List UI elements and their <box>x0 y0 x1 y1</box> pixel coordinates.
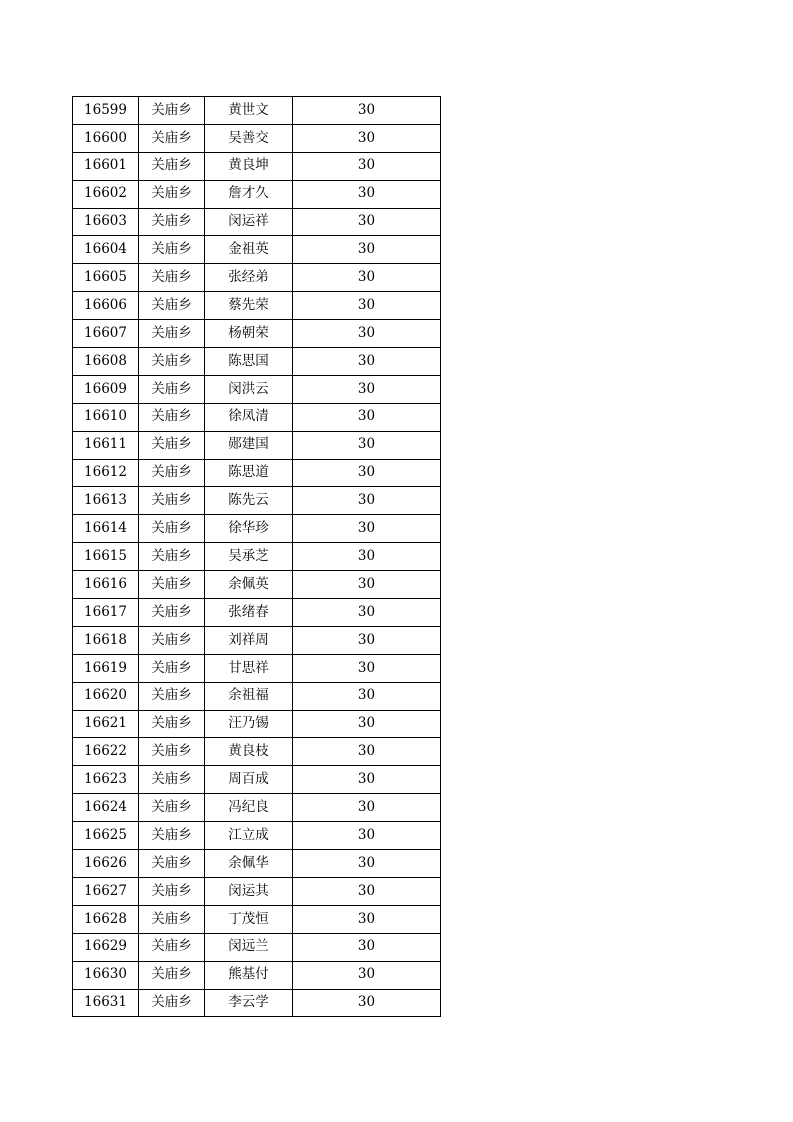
row-id-cell: 16606 <box>73 292 139 320</box>
row-amount-cell: 30 <box>293 822 441 850</box>
row-amount-cell: 30 <box>293 654 441 682</box>
row-name-cell: 甘思祥 <box>205 654 293 682</box>
row-amount-cell: 30 <box>293 403 441 431</box>
row-amount-cell: 30 <box>293 794 441 822</box>
row-name-cell: 余佩英 <box>205 571 293 599</box>
row-name-cell: 黄良枝 <box>205 738 293 766</box>
row-name-cell: 徐凤清 <box>205 403 293 431</box>
row-name-cell: 熊基付 <box>205 961 293 989</box>
row-amount-cell: 30 <box>293 877 441 905</box>
row-id-cell: 16616 <box>73 571 139 599</box>
row-id-cell: 16625 <box>73 822 139 850</box>
row-township-cell: 关庙乡 <box>139 152 205 180</box>
table-row <box>73 487 441 515</box>
table-row <box>73 152 441 180</box>
row-township-cell: 关庙乡 <box>139 292 205 320</box>
row-amount-cell: 30 <box>293 515 441 543</box>
row-name-cell: 蔡先荣 <box>205 292 293 320</box>
row-id-cell: 16608 <box>73 348 139 376</box>
table-row <box>73 375 441 403</box>
table-row <box>73 877 441 905</box>
row-name-cell: 闵运祥 <box>205 208 293 236</box>
row-id-cell: 16622 <box>73 738 139 766</box>
row-name-cell: 黄世文 <box>205 97 293 125</box>
row-township-cell: 关庙乡 <box>139 459 205 487</box>
row-township-cell: 关庙乡 <box>139 961 205 989</box>
row-id-cell: 16627 <box>73 877 139 905</box>
row-name-cell: 金祖英 <box>205 236 293 264</box>
table-row <box>73 933 441 961</box>
row-township-cell: 关庙乡 <box>139 431 205 459</box>
row-township-cell: 关庙乡 <box>139 822 205 850</box>
row-township-cell: 关庙乡 <box>139 599 205 627</box>
row-amount-cell: 30 <box>293 626 441 654</box>
roster-table <box>72 96 441 1017</box>
row-amount-cell: 30 <box>293 738 441 766</box>
row-id-cell: 16626 <box>73 850 139 878</box>
row-amount-cell: 30 <box>293 97 441 125</box>
table-row <box>73 97 441 125</box>
row-township-cell: 关庙乡 <box>139 654 205 682</box>
row-name-cell: 陈思国 <box>205 348 293 376</box>
row-name-cell: 杨朝荣 <box>205 320 293 348</box>
row-id-cell: 16613 <box>73 487 139 515</box>
table-row <box>73 794 441 822</box>
row-name-cell: 刘祥周 <box>205 626 293 654</box>
row-id-cell: 16621 <box>73 710 139 738</box>
table-row <box>73 180 441 208</box>
row-id-cell: 16631 <box>73 989 139 1017</box>
row-id-cell: 16630 <box>73 961 139 989</box>
row-township-cell: 关庙乡 <box>139 264 205 292</box>
table-row <box>73 989 441 1017</box>
row-id-cell: 16618 <box>73 626 139 654</box>
row-township-cell: 关庙乡 <box>139 208 205 236</box>
row-id-cell: 16599 <box>73 97 139 125</box>
row-amount-cell: 30 <box>293 236 441 264</box>
row-township-cell: 关庙乡 <box>139 989 205 1017</box>
row-township-cell: 关庙乡 <box>139 543 205 571</box>
row-amount-cell: 30 <box>293 710 441 738</box>
row-amount-cell: 30 <box>293 933 441 961</box>
row-id-cell: 16628 <box>73 905 139 933</box>
row-name-cell: 吴善交 <box>205 124 293 152</box>
row-amount-cell: 30 <box>293 682 441 710</box>
row-township-cell: 关庙乡 <box>139 320 205 348</box>
row-amount-cell: 30 <box>293 487 441 515</box>
row-id-cell: 16611 <box>73 431 139 459</box>
row-township-cell: 关庙乡 <box>139 97 205 125</box>
row-id-cell: 16614 <box>73 515 139 543</box>
row-amount-cell: 30 <box>293 320 441 348</box>
table-row <box>73 626 441 654</box>
row-amount-cell: 30 <box>293 431 441 459</box>
row-amount-cell: 30 <box>293 961 441 989</box>
row-township-cell: 关庙乡 <box>139 877 205 905</box>
row-township-cell: 关庙乡 <box>139 375 205 403</box>
table-row <box>73 961 441 989</box>
row-name-cell: 冯纪良 <box>205 794 293 822</box>
row-township-cell: 关庙乡 <box>139 403 205 431</box>
row-amount-cell: 30 <box>293 180 441 208</box>
table-row <box>73 822 441 850</box>
row-name-cell: 吴承芝 <box>205 543 293 571</box>
row-township-cell: 关庙乡 <box>139 571 205 599</box>
row-amount-cell: 30 <box>293 348 441 376</box>
row-id-cell: 16615 <box>73 543 139 571</box>
row-amount-cell: 30 <box>293 989 441 1017</box>
row-id-cell: 16623 <box>73 766 139 794</box>
row-township-cell: 关庙乡 <box>139 905 205 933</box>
row-name-cell: 江立成 <box>205 822 293 850</box>
table-row <box>73 850 441 878</box>
table-row <box>73 571 441 599</box>
row-id-cell: 16602 <box>73 180 139 208</box>
table-row <box>73 236 441 264</box>
row-township-cell: 关庙乡 <box>139 738 205 766</box>
row-township-cell: 关庙乡 <box>139 515 205 543</box>
row-township-cell: 关庙乡 <box>139 626 205 654</box>
row-id-cell: 16619 <box>73 654 139 682</box>
table-row <box>73 682 441 710</box>
row-id-cell: 16607 <box>73 320 139 348</box>
row-township-cell: 关庙乡 <box>139 850 205 878</box>
row-id-cell: 16601 <box>73 152 139 180</box>
row-name-cell: 陈先云 <box>205 487 293 515</box>
row-name-cell: 李云学 <box>205 989 293 1017</box>
row-amount-cell: 30 <box>293 375 441 403</box>
row-id-cell: 16610 <box>73 403 139 431</box>
row-name-cell: 张经弟 <box>205 264 293 292</box>
row-amount-cell: 30 <box>293 124 441 152</box>
table-row <box>73 264 441 292</box>
row-name-cell: 郧建国 <box>205 431 293 459</box>
row-name-cell: 余祖福 <box>205 682 293 710</box>
row-name-cell: 詹才久 <box>205 180 293 208</box>
row-id-cell: 16612 <box>73 459 139 487</box>
table-row <box>73 320 441 348</box>
row-township-cell: 关庙乡 <box>139 710 205 738</box>
row-amount-cell: 30 <box>293 459 441 487</box>
row-name-cell: 张绪春 <box>205 599 293 627</box>
row-township-cell: 关庙乡 <box>139 682 205 710</box>
row-name-cell: 丁茂恒 <box>205 905 293 933</box>
table-row <box>73 766 441 794</box>
row-township-cell: 关庙乡 <box>139 180 205 208</box>
row-township-cell: 关庙乡 <box>139 933 205 961</box>
row-amount-cell: 30 <box>293 264 441 292</box>
row-id-cell: 16617 <box>73 599 139 627</box>
row-amount-cell: 30 <box>293 850 441 878</box>
row-name-cell: 徐华珍 <box>205 515 293 543</box>
row-id-cell: 16603 <box>73 208 139 236</box>
roster-table-body <box>73 97 441 1017</box>
table-row <box>73 208 441 236</box>
row-name-cell: 黄良坤 <box>205 152 293 180</box>
table-row <box>73 348 441 376</box>
row-amount-cell: 30 <box>293 152 441 180</box>
table-row <box>73 403 441 431</box>
table-row <box>73 543 441 571</box>
row-amount-cell: 30 <box>293 208 441 236</box>
row-id-cell: 16609 <box>73 375 139 403</box>
row-id-cell: 16624 <box>73 794 139 822</box>
row-amount-cell: 30 <box>293 766 441 794</box>
row-amount-cell: 30 <box>293 571 441 599</box>
row-township-cell: 关庙乡 <box>139 348 205 376</box>
table-row <box>73 124 441 152</box>
row-township-cell: 关庙乡 <box>139 487 205 515</box>
row-amount-cell: 30 <box>293 599 441 627</box>
row-township-cell: 关庙乡 <box>139 794 205 822</box>
row-name-cell: 余佩华 <box>205 850 293 878</box>
row-name-cell: 汪乃锡 <box>205 710 293 738</box>
row-township-cell: 关庙乡 <box>139 124 205 152</box>
row-id-cell: 16620 <box>73 682 139 710</box>
row-name-cell: 陈思道 <box>205 459 293 487</box>
table-row <box>73 738 441 766</box>
table-row <box>73 710 441 738</box>
table-row <box>73 431 441 459</box>
table-row <box>73 599 441 627</box>
row-id-cell: 16629 <box>73 933 139 961</box>
row-id-cell: 16604 <box>73 236 139 264</box>
row-amount-cell: 30 <box>293 543 441 571</box>
row-amount-cell: 30 <box>293 292 441 320</box>
row-name-cell: 闵洪云 <box>205 375 293 403</box>
row-township-cell: 关庙乡 <box>139 766 205 794</box>
table-row <box>73 654 441 682</box>
table-row <box>73 292 441 320</box>
table-row <box>73 459 441 487</box>
row-township-cell: 关庙乡 <box>139 236 205 264</box>
row-id-cell: 16600 <box>73 124 139 152</box>
row-name-cell: 周百成 <box>205 766 293 794</box>
table-row <box>73 905 441 933</box>
table-row <box>73 515 441 543</box>
row-name-cell: 闵远兰 <box>205 933 293 961</box>
row-amount-cell: 30 <box>293 905 441 933</box>
row-name-cell: 闵运其 <box>205 877 293 905</box>
row-id-cell: 16605 <box>73 264 139 292</box>
